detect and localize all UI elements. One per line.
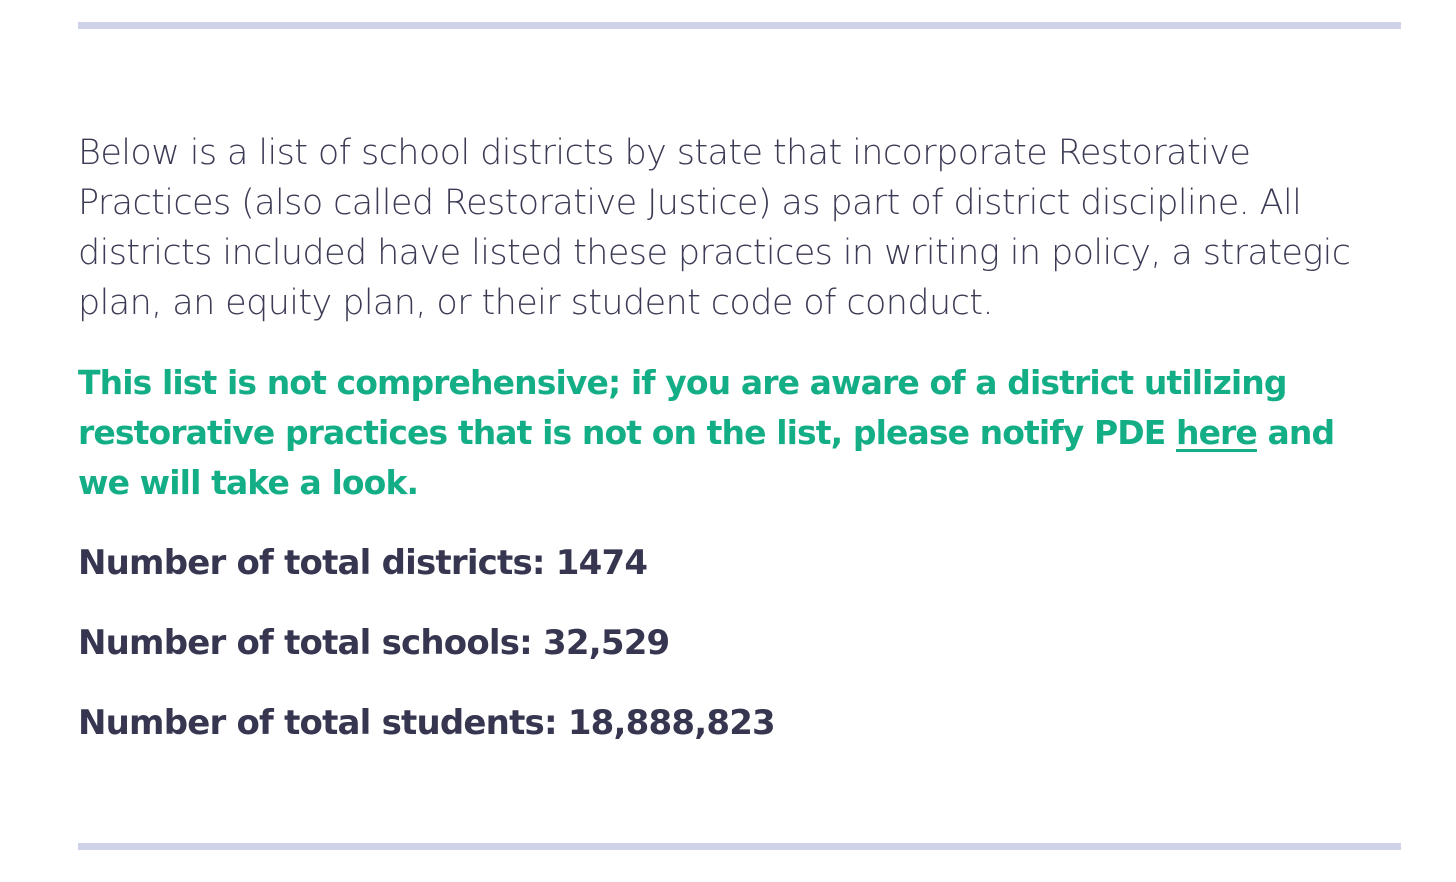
stat-total-districts bbox=[78, 538, 1388, 588]
stat-students-label: Number of total students: bbox=[78, 703, 568, 743]
article-body bbox=[78, 128, 1388, 748]
stat-schools-value: 32,529 bbox=[543, 623, 670, 663]
intro-paragraph: Below is a list of school districts by state that incorporate Restorative Practices (also called Restorative Justice) as part of district discipline. All districts included have listed these practices in writing in policy, a strategic plan, an equity plan, or their student code of conduct. bbox=[78, 133, 1351, 323]
stat-total-schools bbox=[78, 618, 1388, 668]
stat-total-students bbox=[78, 698, 1388, 748]
notice-text-after: and we will take a look. bbox=[78, 413, 1335, 502]
stat-districts-label: Number of total districts: bbox=[78, 543, 556, 583]
notice-paragraph bbox=[78, 358, 1388, 508]
stat-schools-label: Number of total schools: bbox=[78, 623, 544, 663]
stat-districts-value: 1474 bbox=[555, 543, 648, 583]
bottom-divider bbox=[78, 843, 1401, 850]
stat-students-value: 18,888,823 bbox=[567, 703, 775, 743]
notice-text-before: This list is not comprehensive; if you are aware of a district utilizing restorative practices that is not on the list, please notify PDE bbox=[78, 363, 1287, 452]
notify-pde-link[interactable]: here bbox=[1175, 413, 1257, 452]
top-divider bbox=[78, 22, 1401, 29]
